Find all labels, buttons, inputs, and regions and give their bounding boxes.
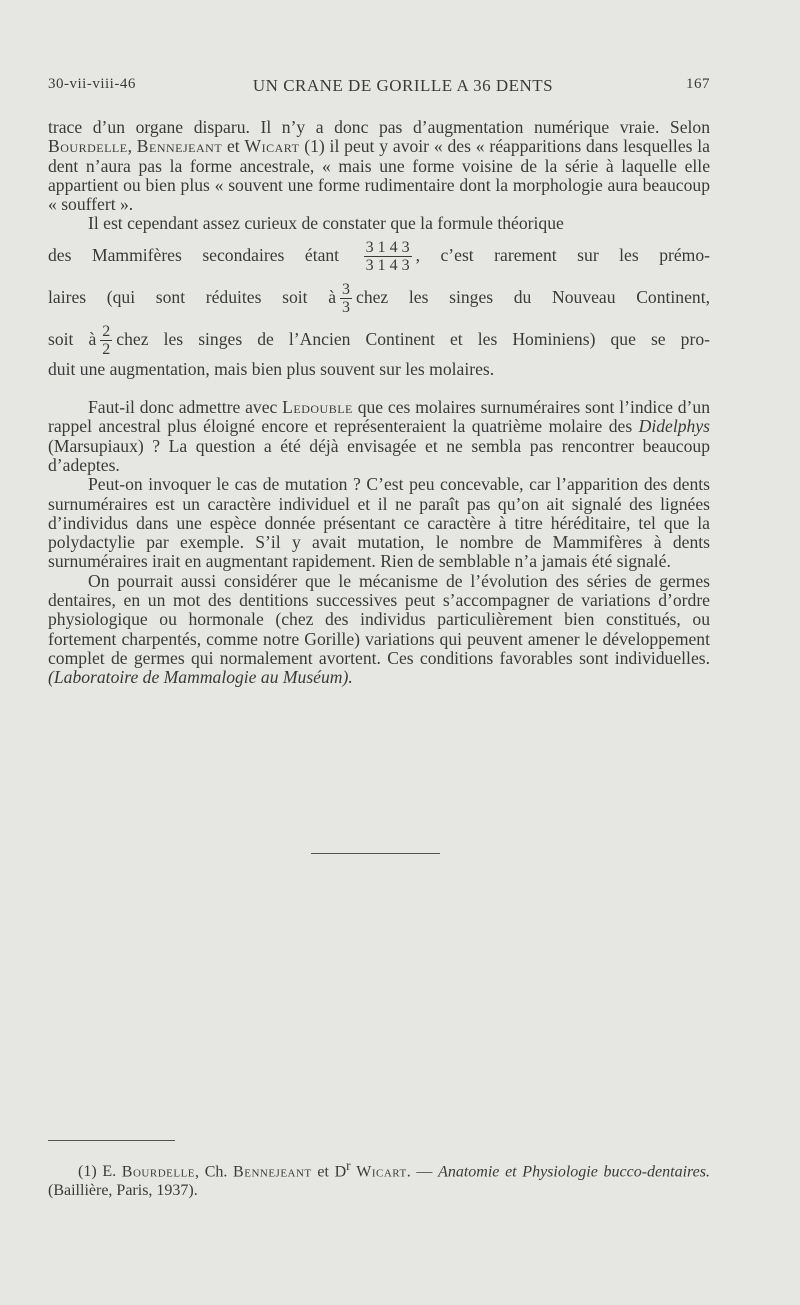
text-run: . — <box>406 1163 439 1181</box>
footnote-rule <box>48 1140 175 1141</box>
formula-fraction <box>364 239 412 274</box>
author-name: Wicart <box>356 1163 407 1181</box>
formula-fraction <box>100 323 112 358</box>
author-name: Bennejeant <box>233 1163 312 1181</box>
text-run: On pourrait aussi considérer que le mécanisme de l’évolution des séries de germes dentaires, en un mot des dentitions successives peut s’accompagner de variations d’ordre physiologique ou hormonale (chez des individus particulièrement bien constitués, ou fortement charpentés, comme notre Gorille) variations qui peuvent amener le développement complet de germes qui normalement avortent. Ces conditions favorables sont individuelles. <box>48 570 710 668</box>
text-run: (Marsupiaux) ? La question a été déjà envisagée et ne sembla pas rencontrer beaucoup d’adeptes. <box>48 435 710 475</box>
paragraph-5 <box>48 572 710 688</box>
author-name: Bourdelle <box>121 1163 196 1181</box>
text-run: chez les singes du Nouveau Continent, <box>356 286 710 307</box>
paragraph-3 <box>48 398 710 475</box>
text-run: soit à <box>48 328 97 349</box>
fraction-denominator: 3 <box>342 299 351 317</box>
text-run: trace d’un organe disparu. Il n’y a donc pas d’augmentation numérique vraie. Selon <box>48 117 710 137</box>
text-run: chez les singes de l’Ancien Continent et les Hominiens) que se pro- <box>116 328 710 349</box>
genus-name: Didelphys <box>638 416 710 437</box>
author-name: Bennejeant <box>136 136 223 157</box>
formula-fraction <box>340 281 352 316</box>
text-run: (Baillière, Paris, 1937). <box>48 1182 198 1200</box>
section-divider <box>311 853 440 854</box>
text-run: duit une augmentation, mais bien plus souvent sur les molaires. <box>48 358 495 379</box>
text-run: et D <box>311 1163 347 1181</box>
text-run: et <box>222 136 245 157</box>
paragraph-2-line-5 <box>48 360 710 379</box>
text-run: , c’est rarement sur les prémo- <box>415 244 710 265</box>
book-title: Anatomie et Physiologie bucco-dentaires. <box>438 1163 711 1181</box>
laboratory-credit: (Laboratoire de Mammalogie au Muséum). <box>48 667 353 688</box>
fraction-numerator: 2 <box>102 323 111 341</box>
fraction-denominator: 2 <box>102 341 111 359</box>
paragraph-4 <box>48 475 710 571</box>
text-run: des Mammifères secondaires étant <box>48 244 340 265</box>
text-run: laires (qui sont réduites soit à <box>48 286 337 307</box>
body-text <box>48 118 710 688</box>
paragraph-1 <box>48 118 710 214</box>
fraction-numerator: 3 <box>342 281 351 299</box>
paragraph-2 <box>48 214 710 233</box>
text-run: que ces molaires surnuméraires sont l’indice d’un rappel ancestral plus éloigné encore et représenteraient la quatrième molaire des <box>48 397 710 437</box>
author-name: Bourdelle <box>48 136 128 157</box>
header-title: UN CRANE DE GORILLE A 36 DENTS <box>252 76 554 95</box>
footnote <box>48 1156 710 1200</box>
header-date: 30-vii-viii-46 <box>48 76 136 92</box>
text-run: Faut-il donc admettre avec <box>88 397 283 418</box>
text-run: (1) il peut y avoir « des « réapparitions dans lesquelles la dent n’aura pas la forme ancestrale, « mais une forme voisine de la série à laquelle elle appartient ou bien plus « souvent une forme rudimentaire dont la morphologie aura beaucoup « souffert ». <box>48 136 710 215</box>
fraction-denominator: 3 1 4 3 <box>365 257 410 275</box>
fraction-numerator: 3 1 4 3 <box>365 239 410 257</box>
author-name: Ledouble <box>282 397 353 418</box>
author-name: Wicart <box>244 136 300 157</box>
superscript: r <box>346 1158 351 1173</box>
text-run: Peut-on invoquer le cas de mutation ? C’est peu concevable, car l’apparition des dents surnuméraires est un caractère individuel et il ne paraît pas qu’on ait signalé des lignées d’individus dans une espèce donnée présentant ce caractère à titre héréditaire, tel que la polydactylie par exemple. S’il y avait mutation, le nombre de Mammifères à dents surnuméraires irait en augmentant rapidement. Rien de semblable n’a jamais été signalé. <box>48 474 710 572</box>
paragraph-2-line-3 <box>48 276 710 318</box>
text-run: , <box>127 136 137 157</box>
paragraph-2-line-2 <box>48 234 710 276</box>
footnote-marker: (1) E. <box>78 1163 122 1181</box>
paragraph-2-line-4 <box>48 318 710 360</box>
page-number: 167 <box>686 76 710 92</box>
text-run: , Ch. <box>195 1163 234 1181</box>
text-run: Il est cependant assez curieux de constater que la formule théorique <box>88 213 564 234</box>
